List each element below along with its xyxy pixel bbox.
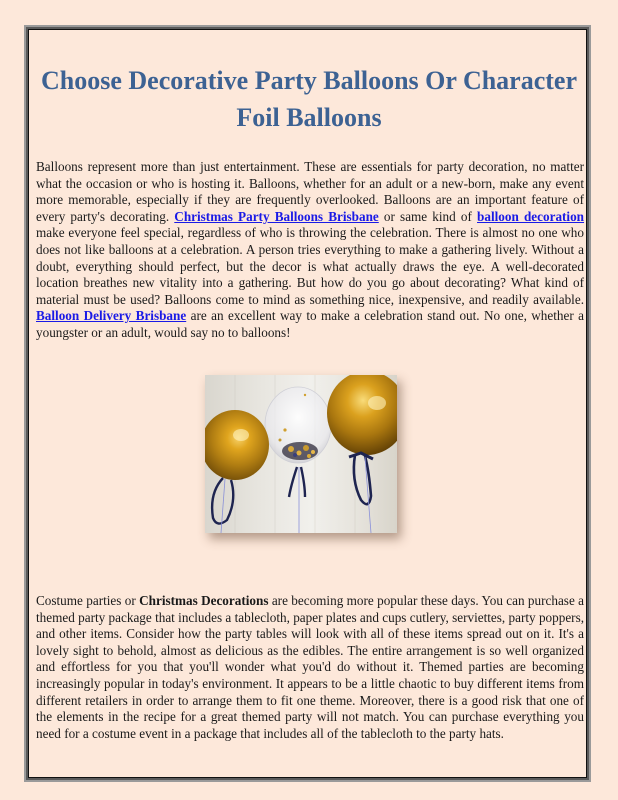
- costume-text-2: are becoming more popular these days. You can purchase a themed party package that includes a tablecloth, paper plates and cups cutlery, serviettes, party poppers, and other items. Consider how the party tables will look with all of these items spread out on it. It's a lovely sight to behold, almost as delicious as the edibles. The entire arrangement is so well organized and effortless for you that you'll wonder what you'd do without it. Themed parties are becoming increasingly popular in today's environment. It appears to be a little chaotic to buy different items from different retailers in order to arrange them to fit one theme. Moreover, there is a good risk that one of the elements in the recipe for a great themed party will not match. You can purchase everything you need for a costume event in a package that includes all of the tablecloth to the party hats.: [36, 593, 585, 741]
- left-gold-balloon: [205, 410, 269, 533]
- balloon-delivery-link[interactable]: Balloon Delivery Brisbane: [36, 308, 187, 324]
- costume-parties-paragraph: [36, 593, 584, 742]
- balloons-photo: [205, 375, 397, 533]
- page-title: Choose Decorative Party Balloons Or Character Foil Balloons: [40, 66, 577, 132]
- balloon-decoration-link[interactable]: balloon decoration: [477, 208, 585, 224]
- intro-text-2: or same kind of: [378, 208, 478, 224]
- intro-text-1: Balloons represent more than just entertainment. These are essentials for party decoration, no matter what the occasion or who is hosting it. Balloons, whether for an adult or a new-born, make any event more memorable, especially if they are frequently overlooked. Balloons are an important feature of every party's decorating.: [36, 159, 584, 224]
- right-gold-balloon: [327, 375, 397, 533]
- intro-text-4: are an excellent way to make a celebration stand out. No one, whether a youngster or an adult, would say no to balloons!: [36, 308, 584, 340]
- costume-text-1: Costume parties or: [36, 593, 140, 608]
- christmas-party-balloons-link[interactable]: Christmas Party Balloons Brisbane: [174, 208, 379, 224]
- intro-text-3: make everyone feel special, regardless of who is throwing the celebration. There is almost no one who does not like balloons at a celebration. A person tries everything to make a gathering lively. Without a doubt, everything should perfect, but the decor is what actually draws the eye. A well-decorated location breathes new vitality into a gathering. But how do you go about decorating? What kind of material must be used? Balloons come to mind as something nice, inexpensive, and readily available.: [36, 225, 584, 307]
- christmas-decorations-bold: Christmas Decorations: [139, 593, 269, 608]
- balloons-illustration: [205, 375, 397, 533]
- intro-paragraph: [36, 159, 584, 342]
